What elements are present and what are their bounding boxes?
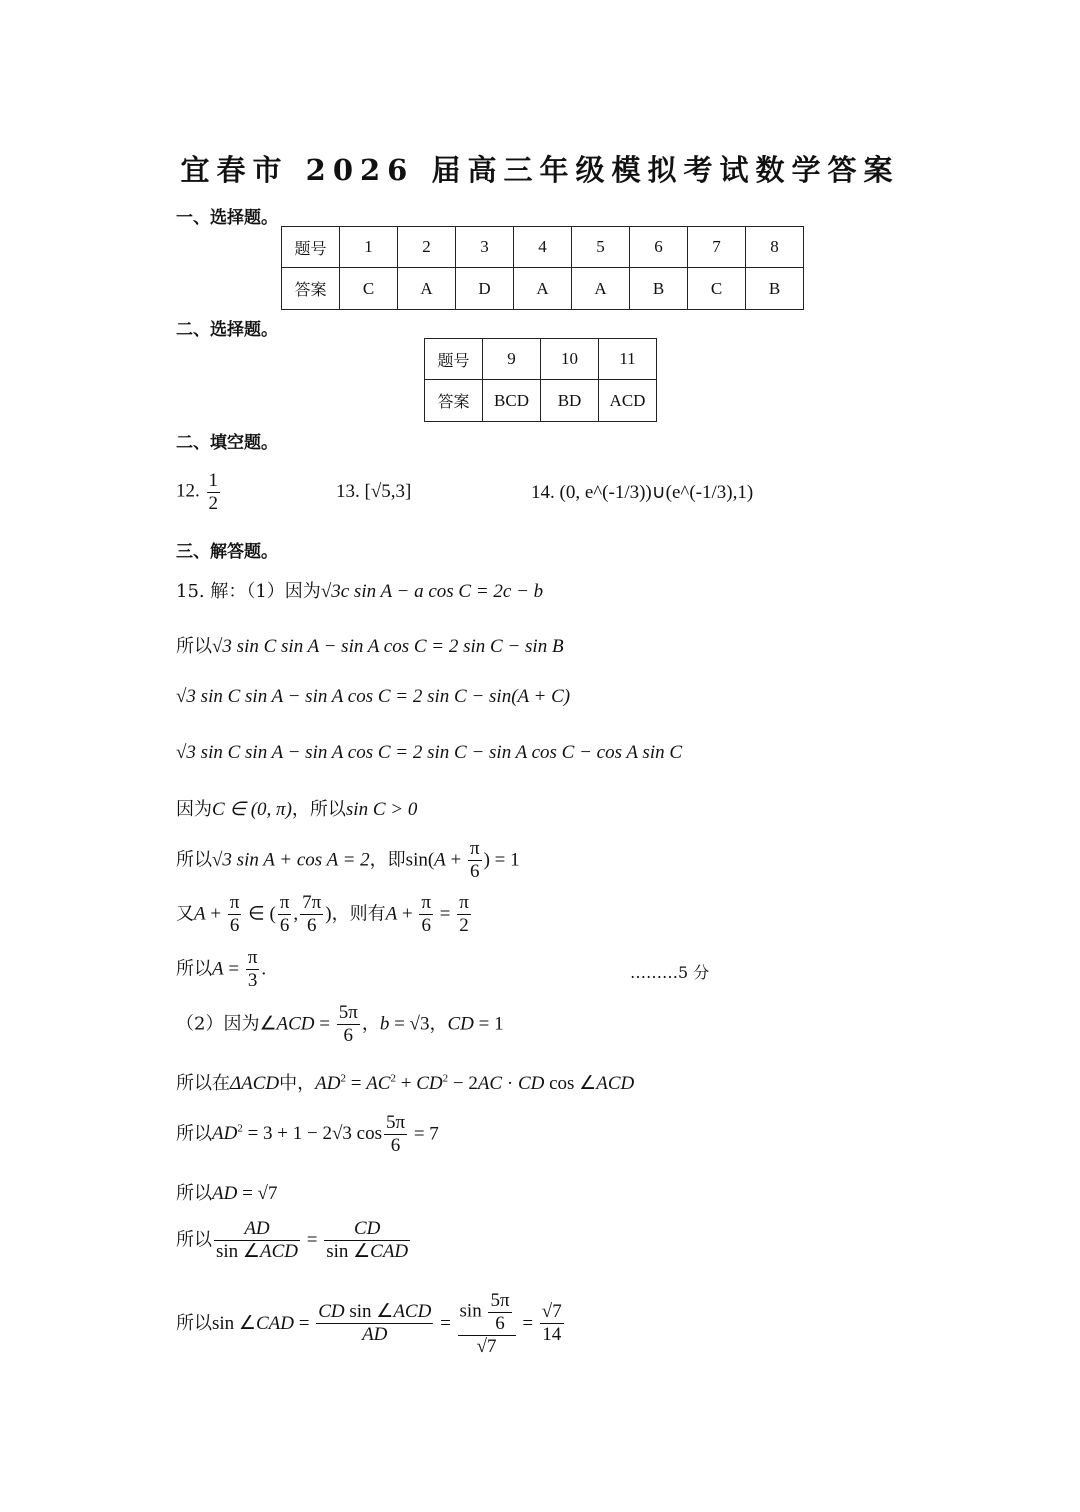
page-title: 宜春市 2026 届高三年级模拟考试数学答案 [180, 153, 900, 187]
answer-cell: BD [541, 380, 599, 422]
question-cell: 11 [599, 339, 657, 380]
solution-line-5: 因为C ∈ (0, π)，所以sin C > 0 [176, 799, 418, 820]
table-row-questions [425, 339, 657, 380]
question-cell: 2 [398, 227, 456, 268]
solution-line-10: 所以在ΔACD中，$AD^2 = AC^2 + CD^2 - 2AC$ · CD cos ∠ACD [176, 1072, 635, 1094]
row-label-question: 题号 [425, 339, 483, 380]
q13-value: [√5,3] [364, 481, 412, 502]
answer-12 [176, 470, 222, 515]
question-cell: 9 [483, 339, 541, 380]
answer-cell: A [398, 268, 456, 310]
solution-line-13: 所以 $\frac{AD}{\text{sin ∠ACD}}$ = $\frac{CD}{\text{sin ∠CAD}}$ [176, 1218, 409, 1262]
question-cell: 1 [340, 227, 398, 268]
question-cell: 3 [456, 227, 514, 268]
table-row-answers [282, 268, 804, 310]
table-row-questions [282, 227, 804, 268]
answer-cell: B [630, 268, 688, 310]
answer-14 [531, 481, 753, 504]
solution-line-12: 所以AD = √7 [176, 1183, 278, 1204]
solution-line-11: 所以$AD^2 = 3 + 1 - 2√3$ cos $\frac{5\pi}{6}$ = 7 [176, 1112, 439, 1156]
solution-line-6: 所以√3 sin A + cos A = 2，即sin(A + $\frac{\pi}{6}$ ) = 1 [176, 838, 520, 882]
solution-line-4: √3 sin C sin A − sin A cos C = 2 sin C − sin A cos C − cos A sin C [176, 742, 683, 763]
solution-line-1: 15. 解：（1）因为√3c sin A − a cos C = 2c − b [176, 581, 544, 602]
question-cell: 6 [630, 227, 688, 268]
row-label-answer: 答案 [425, 380, 483, 422]
answer-cell: A [514, 268, 572, 310]
solution-line-2: 所以√3 sin C sin A − sin A cos C = 2 sin C − sin B [176, 636, 564, 657]
answer-cell: D [456, 268, 514, 310]
score-marker: ………5 分 [630, 963, 710, 982]
answer-cell: C [340, 268, 398, 310]
row-label-answer: 答案 [282, 268, 340, 310]
answer-table-1 [281, 226, 804, 310]
q12-label: 12. [176, 480, 200, 502]
section-heading-choice-1: 一、选择题。 [176, 208, 278, 228]
row-label-question: 题号 [282, 227, 340, 268]
question-cell: 5 [572, 227, 630, 268]
q14-label: 14. [531, 482, 555, 503]
q13-label: 13. [336, 481, 360, 502]
question-cell: 8 [746, 227, 804, 268]
question-cell: 4 [514, 227, 572, 268]
q14-value: (0, e^(-1/3))∪(e^(-1/3),1) [559, 482, 754, 503]
solution-line-3: √3 sin C sin A − sin A cos C = 2 sin C − sin(A + C) [176, 686, 571, 707]
table-row-answers [425, 380, 657, 422]
section-heading-fill-in: 二、填空题。 [176, 433, 278, 453]
answer-cell: ACD [599, 380, 657, 422]
section-heading-solutions: 三、解答题。 [176, 542, 278, 562]
section-heading-choice-2: 二、选择题。 [176, 320, 278, 340]
question-cell: 10 [541, 339, 599, 380]
question-cell: 7 [688, 227, 746, 268]
answer-cell: B [746, 268, 804, 310]
solution-line-7: 又A + $\frac{\pi}{6}$ ∈ ( $\frac{\pi}{6}$ , $\frac{7\pi}{6}$ )，则有A + $\frac{\pi}{6}$ = $\frac{\pi}{2}$ [176, 892, 469, 936]
q12-den: 2 [208, 492, 218, 514]
answer-table-2 [424, 338, 657, 422]
answer-cell: A [572, 268, 630, 310]
solution-line-8: 所以A = $\frac{\pi}{3}$ . [176, 947, 267, 991]
solution-line-9: （2）因为∠ACD = $\frac{5\pi}{6}$ ，b = √3，CD = 1 [176, 1002, 504, 1046]
q12-num: 1 [208, 470, 218, 491]
answer-cell: C [688, 268, 746, 310]
solution-line-14: 所以sin ∠CAD = $\frac{\text{CD sin ∠ACD}}{AD}$ = sin $\frac{5\pi}{6}$ √7 = $\frac{√7}{14}$ [176, 1290, 562, 1357]
answer-13 [336, 481, 411, 503]
answer-cell: BCD [483, 380, 541, 422]
